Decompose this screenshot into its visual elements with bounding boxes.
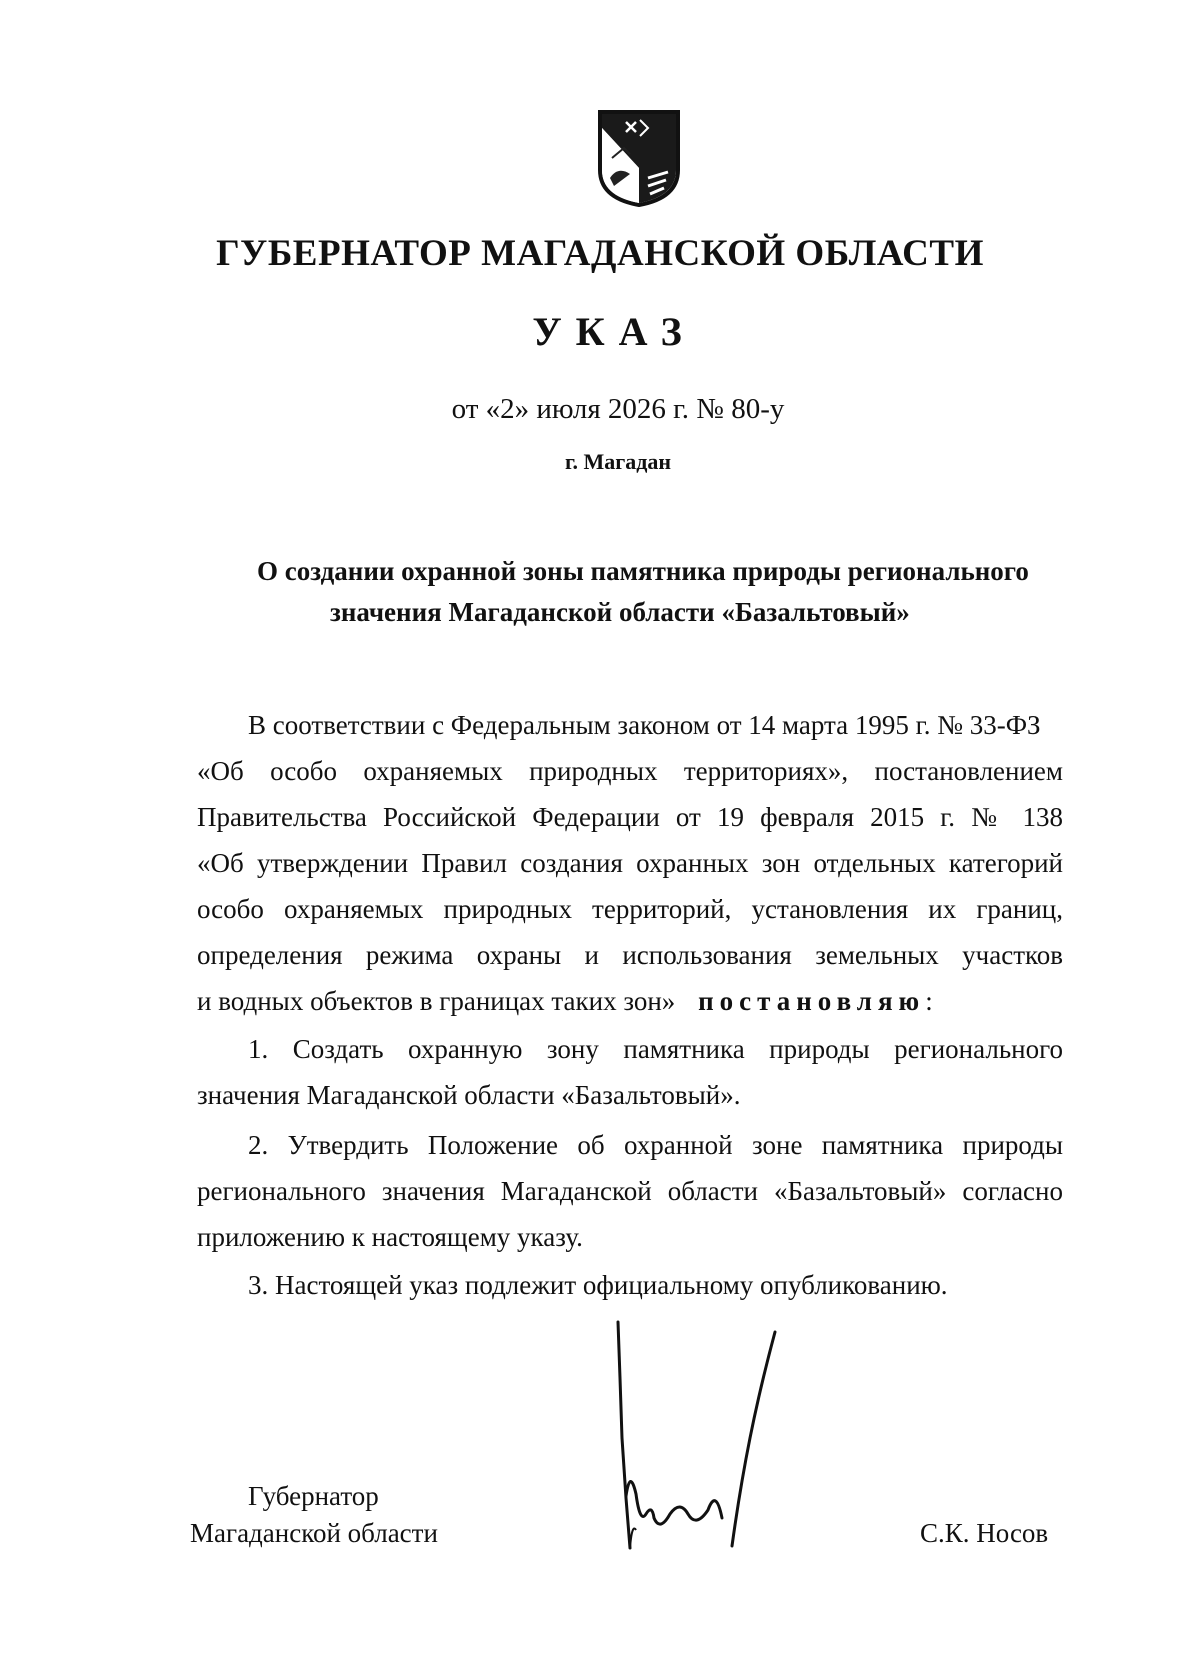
preamble-line: «Об утверждении Правил создания охранных зон отдельных категорий bbox=[197, 848, 1063, 878]
item-1-line-1: 1. Создать охранную зону памятника природы регионального bbox=[248, 1034, 1063, 1064]
signatory-name: С.К. Носов bbox=[920, 1518, 1049, 1548]
preamble-line: особо охраняемых природных территорий, установления их границ, bbox=[197, 894, 1063, 924]
authority-title: ГУБЕРНАТОР МАГАДАНСКОЙ ОБЛАСТИ bbox=[216, 233, 984, 274]
item-2-line-1: 2. Утвердить Положение об охранной зоне памятника природы bbox=[248, 1130, 1063, 1160]
item-1-line-2: значения Магаданской области «Базальтовый». bbox=[197, 1080, 741, 1110]
preamble-text: и водных объектов в границах таких зон» bbox=[197, 986, 676, 1016]
item-3-line: 3. Настоящей указ подлежит официальному опубликованию. bbox=[248, 1270, 948, 1300]
place-of-issue: г. Магадан bbox=[564, 449, 672, 474]
date-number-line: от «2» июля 2026 г. № 80-у bbox=[451, 393, 785, 425]
signatory-position-2: Магаданской области bbox=[190, 1518, 438, 1548]
signatory-position-1: Губернатор bbox=[248, 1481, 379, 1511]
item-2-line-2: регионального значения Магаданской области «Базальтовый» согласно bbox=[197, 1176, 1063, 1206]
handwritten-signature bbox=[600, 1318, 800, 1553]
document-type: УКАЗ bbox=[532, 309, 696, 354]
preamble-line: В соответствии с Федеральным законом от 14 марта 1995 г. № 33-ФЗ bbox=[248, 710, 1041, 740]
preamble-line: Правительства Российской Федерации от 19 февраля 2015 г. № 138 bbox=[197, 802, 1063, 832]
subject-line-1: О создании охранной зоны памятника природы регионального bbox=[257, 556, 1029, 586]
subject-line-2: значения Магаданской области «Базальтовый» bbox=[330, 597, 910, 627]
preamble-line: определения режима охраны и использования земельных участков bbox=[197, 940, 1063, 970]
decree-word: постановляю bbox=[698, 986, 926, 1016]
preamble-line: «Об особо охраняемых природных территориях», постановлением bbox=[197, 756, 1063, 786]
decree-colon: : bbox=[925, 986, 933, 1016]
item-2-line-3: приложению к настоящему указу. bbox=[197, 1222, 583, 1252]
preamble-last-line bbox=[197, 986, 933, 1017]
coat-of-arms-icon bbox=[596, 108, 682, 208]
